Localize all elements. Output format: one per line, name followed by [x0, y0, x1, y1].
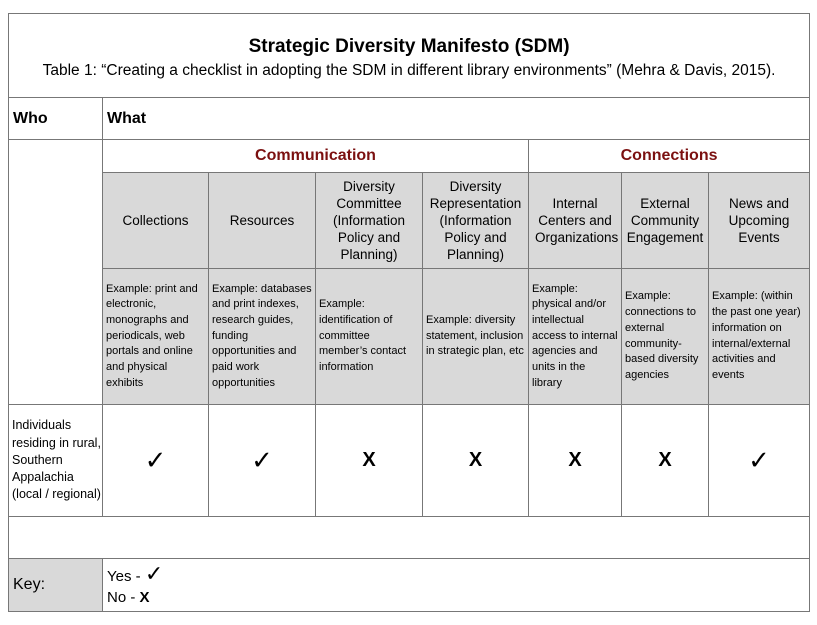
who-header: Who: [9, 98, 103, 140]
cross-icon: X: [139, 588, 150, 606]
key-no-line: [107, 587, 809, 608]
checkmark-icon: ✓: [144, 560, 164, 586]
key-legend: [103, 559, 810, 612]
example-diversity-representation: Example: diversity statement, inclusion in strategic plan, etc: [423, 269, 529, 405]
mark-internal-centers: X: [529, 405, 622, 517]
connections-group-header: Connections: [529, 140, 810, 173]
title-cell: [9, 14, 810, 98]
example-external-engagement: Example: connections to external community-based diversity agencies: [622, 269, 709, 405]
example-news-events: Example: (within the past one year) information on internal/external activities and events: [709, 269, 810, 405]
mark-external-engagement: X: [622, 405, 709, 517]
key-no-text: No -: [107, 588, 136, 606]
column-header-diversity-representation: Diversity Representation (Information Policy and Planning): [423, 173, 529, 269]
mark-resources: ✓: [209, 405, 316, 517]
empty-row: [9, 517, 810, 559]
table-title: Strategic Diversity Manifesto (SDM): [248, 35, 570, 57]
mark-diversity-committee: X: [316, 405, 423, 517]
who-row-label: Individuals residing in rural, Southern Appalachia (local / regional): [9, 405, 103, 517]
example-diversity-committee: Example: identification of committee member’s contact information: [316, 269, 423, 405]
key-yes-line: [107, 560, 809, 587]
who-blank-cell: [9, 140, 103, 405]
what-header: What: [103, 98, 810, 140]
column-header-collections: Collections: [103, 173, 209, 269]
example-internal-centers: Example: physical and/or intellectual access to internal agencies and units in the library: [529, 269, 622, 405]
sdm-table-sheet: [8, 13, 809, 612]
mark-news-events: ✓: [709, 405, 810, 517]
communication-group-header: Communication: [103, 140, 529, 173]
column-header-internal-centers: Internal Centers and Organizations: [529, 173, 622, 269]
column-header-resources: Resources: [209, 173, 316, 269]
table-subtitle: Table 1: “Creating a checklist in adopting the SDM in different library environments” (Mehra & Davis, 2015).: [42, 61, 776, 79]
column-header-diversity-committee: Diversity Committee (Information Policy and Planning): [316, 173, 423, 269]
column-header-external-engagement: External Community Engagement: [622, 173, 709, 269]
mark-diversity-representation: X: [423, 405, 529, 517]
key-label: Key:: [9, 559, 103, 612]
column-header-news-events: News and Upcoming Events: [709, 173, 810, 269]
example-collections: Example: print and electronic, monographs and periodicals, web portals and online and physical exhibits: [103, 269, 209, 405]
mark-collections: ✓: [103, 405, 209, 517]
example-resources: Example: databases and print indexes, research guides, funding opportunities and paid work opportunities: [209, 269, 316, 405]
sdm-checklist-table: [8, 13, 810, 612]
key-yes-text: Yes -: [107, 567, 141, 585]
